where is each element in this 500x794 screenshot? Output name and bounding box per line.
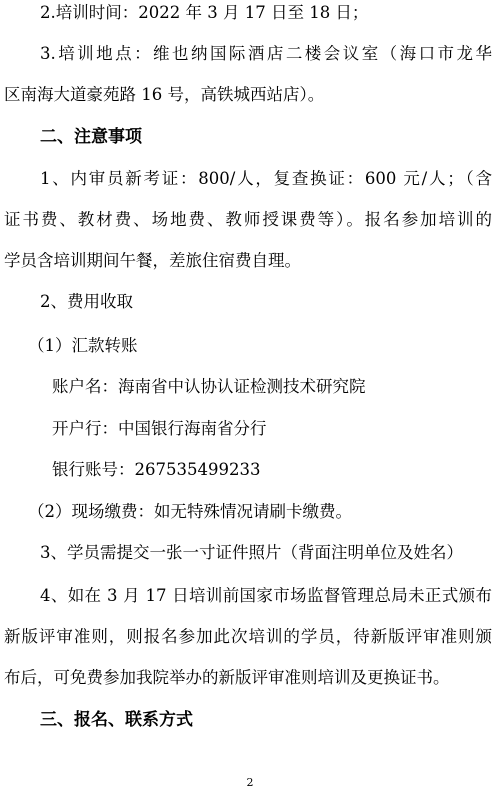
training-location-line1: 3.培训地点：维也纳国际酒店二楼会议室（海口市龙华 [40,44,492,63]
section2-title: 二、注意事项 [40,127,142,147]
bank-name: 开户行：中国银行海南省分行 [52,419,267,438]
standard-note-line2: 新版评审准则，则报名参加此次培训的学员，待新版评审准则颁 [4,627,492,646]
section3-title: 三、报名、联系方式 [40,710,193,730]
photo-requirement: 3、学员需提交一张一寸证件照片（背面注明单位及姓名） [40,543,463,562]
page-number: 2 [246,776,254,789]
account-name: 账户名：海南省中认协认证检测技术研究院 [52,377,366,396]
fee-item1-line2: 证书费、教材费、场地费、教师授课费等）。报名参加培训的 [4,210,492,229]
fee-item1-line1: 1、内审员新考证：800/人，复查换证：600 元/人；（含 [40,169,492,188]
fee-item1-line3: 学员含培训期间午餐，差旅住宿费自理。 [4,251,301,270]
standard-note-line1: 4、如在 3 月 17 日培训前国家市场监督管理总局未正式颁布 [40,586,492,605]
standard-note-line3: 布后，可免费参加我院举办的新版评审准则培训及更换证书。 [4,668,450,687]
training-location-line2: 区南海大道豪苑路 16 号，高铁城西站店）。 [4,85,325,104]
onsite-payment: （2）现场缴费：如无特殊情况请刷卡缴费。 [28,502,352,521]
bank-transfer-title: （1）汇款转账 [28,336,138,355]
account-number: 银行账号：267535499233 [52,460,261,479]
fee-collection-title: 2、费用收取 [40,292,133,311]
training-time: 2.培训时间：2022 年 3 月 17 日至 18 日； [40,3,369,22]
